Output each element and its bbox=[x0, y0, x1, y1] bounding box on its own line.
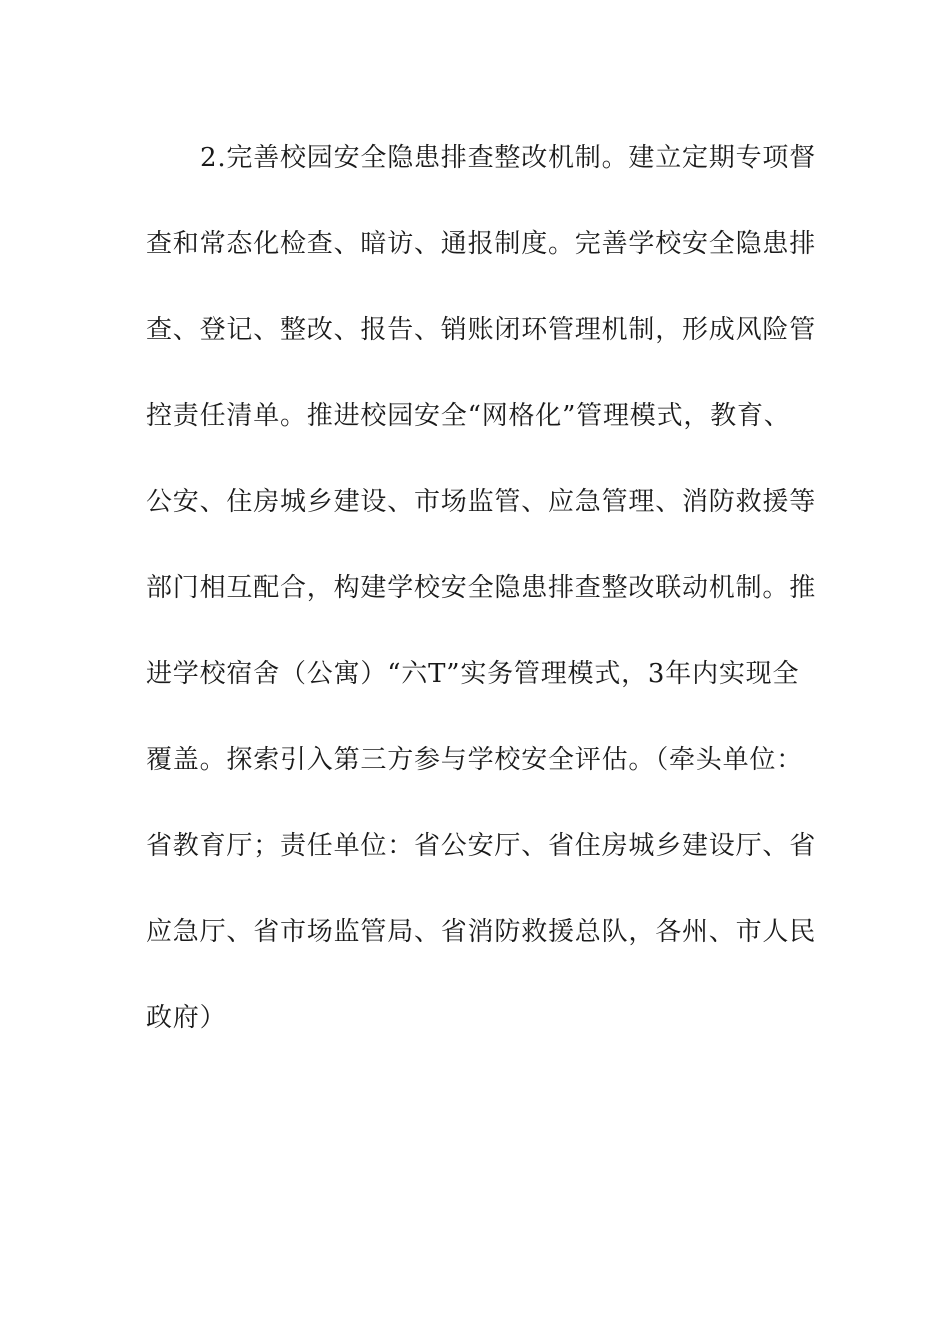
paragraph-line: 政府） bbox=[146, 1003, 227, 1033]
paragraph-line: 查、登记、整改、报告、销账闭环管理机制，形成风险管 bbox=[146, 315, 817, 345]
paragraph-line: 应急厅、省市场监管局、省消防救援总队，各州、市人民 bbox=[146, 917, 817, 947]
paragraph-line: 省教育厅；责任单位：省公安厅、省住房城乡建设厅、省 bbox=[146, 831, 817, 861]
paragraph-line: 覆盖。探索引入第三方参与学校安全评估。（牵头单位： bbox=[146, 745, 804, 775]
paragraph-line: 控责任清单。推进校园安全“网格化”管理模式，教育、 bbox=[146, 401, 791, 431]
paragraph-line: 进学校宿舍（公寓）“六T”实务管理模式，3年内实现全 bbox=[146, 659, 800, 689]
paragraph-line: 2.完善校园安全隐患排查整改机制。建立定期专项督 bbox=[200, 143, 817, 173]
paragraph-line: 公安、住房城乡建设、市场监管、应急管理、消防救援等 bbox=[146, 487, 817, 517]
paragraph-line: 查和常态化检查、暗访、通报制度。完善学校安全隐患排 bbox=[146, 229, 817, 259]
paragraph-line: 部门相互配合，构建学校安全隐患排查整改联动机制。推 bbox=[146, 573, 817, 603]
